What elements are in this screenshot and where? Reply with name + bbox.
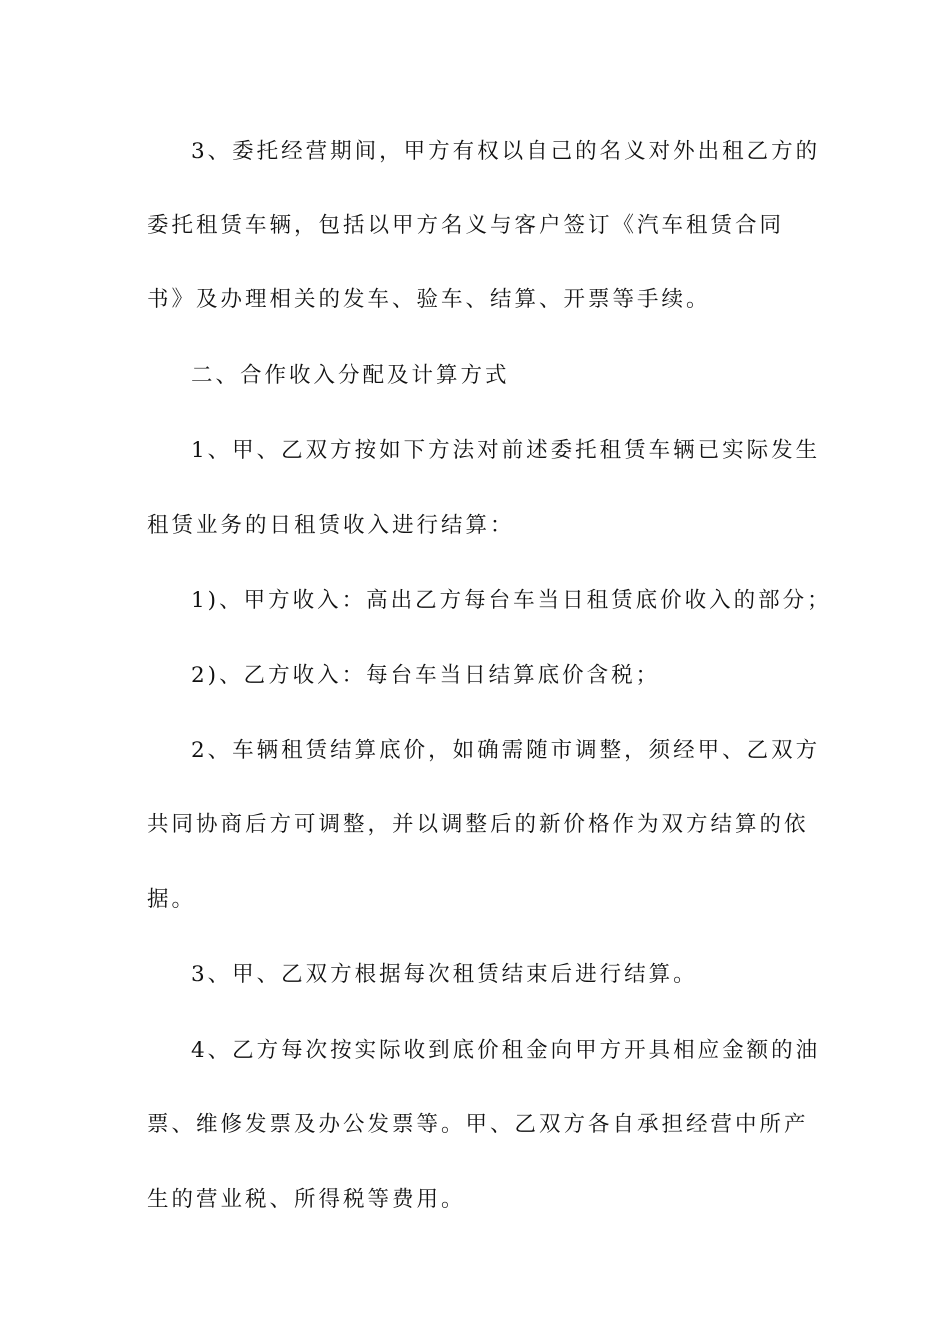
clause-1-line-2: 租赁业务的日租赁收入进行结算： — [147, 513, 515, 538]
clause-2-line-1: 2、车辆租赁结算底价，如确需随市调整，须经甲、乙双方 — [191, 738, 821, 763]
sub-clause-2: 2)、乙方收入：每台车当日结算底价含税； — [191, 663, 661, 688]
clause-3-line-1: 3、委托经营期间，甲方有权以自己的名义对外出租乙方的 — [191, 139, 821, 164]
clause-1-line-1: 1、甲、乙双方按如下方法对前述委托租赁车辆已实际发生 — [191, 438, 821, 463]
clause-2-line-2: 共同协商后方可调整，并以调整后的新价格作为双方结算的依 — [147, 812, 809, 837]
clause-3b-line-1: 3、甲、乙双方根据每次租赁结束后进行结算。 — [191, 962, 698, 987]
clause-2-line-3: 据。 — [147, 887, 197, 912]
clause-4-line-3: 生的营业税、所得税等费用。 — [147, 1187, 466, 1212]
clause-3-line-2: 委托租赁车辆，包括以甲方名义与客户签订《汽车租赁合同 — [147, 213, 785, 238]
sub-clause-1: 1)、甲方收入：高出乙方每台车当日租赁底价收入的部分； — [191, 588, 832, 613]
clause-4-line-2: 票、维修发票及办公发票等。甲、乙双方各自承担经营中所产 — [147, 1112, 809, 1137]
clause-3-line-3: 书》及办理相关的发车、验车、结算、开票等手续。 — [147, 287, 711, 312]
clause-4-line-1: 4、乙方每次按实际收到底价租金向甲方开具相应金额的油 — [191, 1038, 821, 1063]
section-2-heading: 二、合作收入分配及计算方式 — [191, 363, 510, 388]
